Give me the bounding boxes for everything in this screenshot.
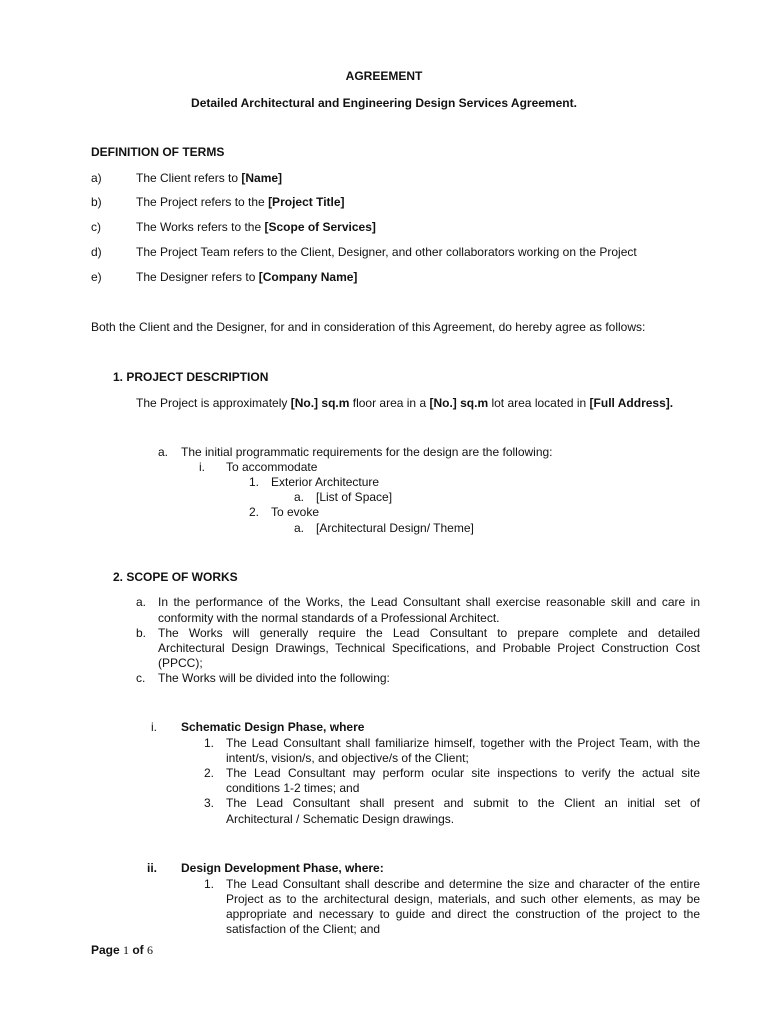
definition-placeholder: [Company Name] [258, 270, 358, 284]
definition-text: The Works refers to the [136, 220, 265, 234]
phase-item-line: satisfaction of the Client; and [226, 922, 381, 936]
requirement-placeholder: [List of Space] [316, 490, 393, 504]
requirement-item: To accommodate [226, 460, 318, 474]
page-label: Page [91, 943, 124, 957]
phase-item-line: intent/s, vision/s, and objective/s of the Client; [226, 751, 469, 765]
phase-item-line: appropriate and necessary to guide and direct the construction of the project to the [226, 907, 700, 921]
list-marker: 1. [204, 736, 215, 750]
list-marker: 2. [249, 505, 260, 519]
list-marker: 3. [204, 796, 215, 810]
list-marker: 1. [249, 475, 260, 489]
definition-marker: d) [91, 245, 102, 259]
definition-item [136, 171, 282, 186]
phase-item-line: The Lead Consultant shall present and submit to the Client an initial set of [226, 796, 700, 810]
desc-placeholder: [Full Address]. [589, 396, 674, 410]
desc-text: lot area located in [488, 396, 590, 410]
scope-item-line: (PPCC); [158, 656, 203, 670]
list-marker: a. [158, 445, 169, 459]
list-marker: a. [294, 490, 305, 504]
scope-item-line: The Works will be divided into the following: [158, 671, 390, 685]
document-title: AGREEMENT [345, 69, 423, 83]
scope-item-line: The Works will generally require the Lead Consultant to prepare complete and detailed [158, 626, 700, 640]
definition-text: The Project refers to the [136, 195, 269, 209]
phase-item-line: The Lead Consultant may perform ocular site inspections to verify the actual site [226, 766, 700, 780]
list-marker: 2. [204, 766, 215, 780]
definition-item [136, 195, 345, 210]
definition-marker: c) [91, 220, 101, 234]
definition-item [136, 245, 637, 260]
desc-text: floor area in a [349, 396, 430, 410]
requirements-text: The initial programmatic requirements for the design are the following: [181, 445, 553, 459]
page-footer [91, 943, 153, 958]
definition-marker: b) [91, 195, 102, 209]
definitions-heading: DEFINITION OF TERMS [91, 145, 225, 159]
definition-item [136, 220, 376, 235]
section1-heading: 1. PROJECT DESCRIPTION [113, 370, 269, 384]
desc-placeholder: [No.] sq.m [429, 396, 489, 410]
phase-item-line: The Lead Consultant shall familiarize himself, together with the Project Team, with the [226, 736, 700, 750]
page-of-label: of [129, 943, 148, 957]
definition-item [136, 270, 357, 285]
list-marker: 1. [204, 877, 215, 891]
phase-marker: i. [151, 720, 157, 734]
project-description [136, 396, 673, 411]
definition-marker: e) [91, 270, 102, 284]
list-marker: c. [136, 671, 146, 685]
preamble: Both the Client and the Designer, for and in consideration of this Agreement, do hereby agree as follows: [91, 320, 646, 334]
requirement-placeholder: [Architectural Design/ Theme] [316, 521, 474, 535]
scope-item-line: conformity with the normal standards of a Professional Architect. [158, 611, 500, 625]
definition-marker: a) [91, 171, 102, 185]
list-marker: a. [136, 595, 147, 609]
document-subtitle: Detailed Architectural and Engineering Design Services Agreement. [191, 96, 577, 110]
list-marker: b. [136, 626, 147, 640]
definition-text: The Project Team refers to the Client, Designer, and other collaborators working on the Project [136, 245, 637, 259]
page-number: 1 [123, 943, 130, 957]
scope-item-line: In the performance of the Works, the Lead Consultant shall exercise reasonable skill and care in [158, 595, 700, 609]
definition-placeholder: [Scope of Services] [264, 220, 376, 234]
desc-text: The Project is approximately [136, 396, 291, 410]
phase-item-line: conditions 1-2 times; and [226, 781, 360, 795]
definition-placeholder: [Name] [241, 171, 283, 185]
requirement-item: To evoke [271, 505, 320, 519]
phase-marker: ii. [147, 861, 158, 875]
list-marker: a. [294, 521, 305, 535]
list-marker: i. [199, 460, 205, 474]
phase-item-line: The Lead Consultant shall describe and determine the size and character of the entire [226, 877, 700, 891]
definition-text: The Designer refers to [136, 270, 259, 284]
section2-heading: 2. SCOPE OF WORKS [113, 570, 238, 584]
definition-text: The Client refers to [136, 171, 242, 185]
phase-item-line: Project as to the architectural design, materials, and such other elements, as may be [226, 892, 700, 906]
definition-placeholder: [Project Title] [268, 195, 345, 209]
phase-heading: Schematic Design Phase, where [181, 720, 365, 734]
phase-item-line: Architectural / Schematic Design drawings. [226, 812, 455, 826]
desc-placeholder: [No.] sq.m [290, 396, 350, 410]
requirement-item: Exterior Architecture [271, 475, 380, 489]
scope-item-line: Architectural Design Drawings, Technical Specifications, and Probable Project Construction Cost [158, 641, 700, 655]
phase-heading: Design Development Phase, where: [181, 861, 384, 875]
page-total: 6 [147, 943, 154, 957]
